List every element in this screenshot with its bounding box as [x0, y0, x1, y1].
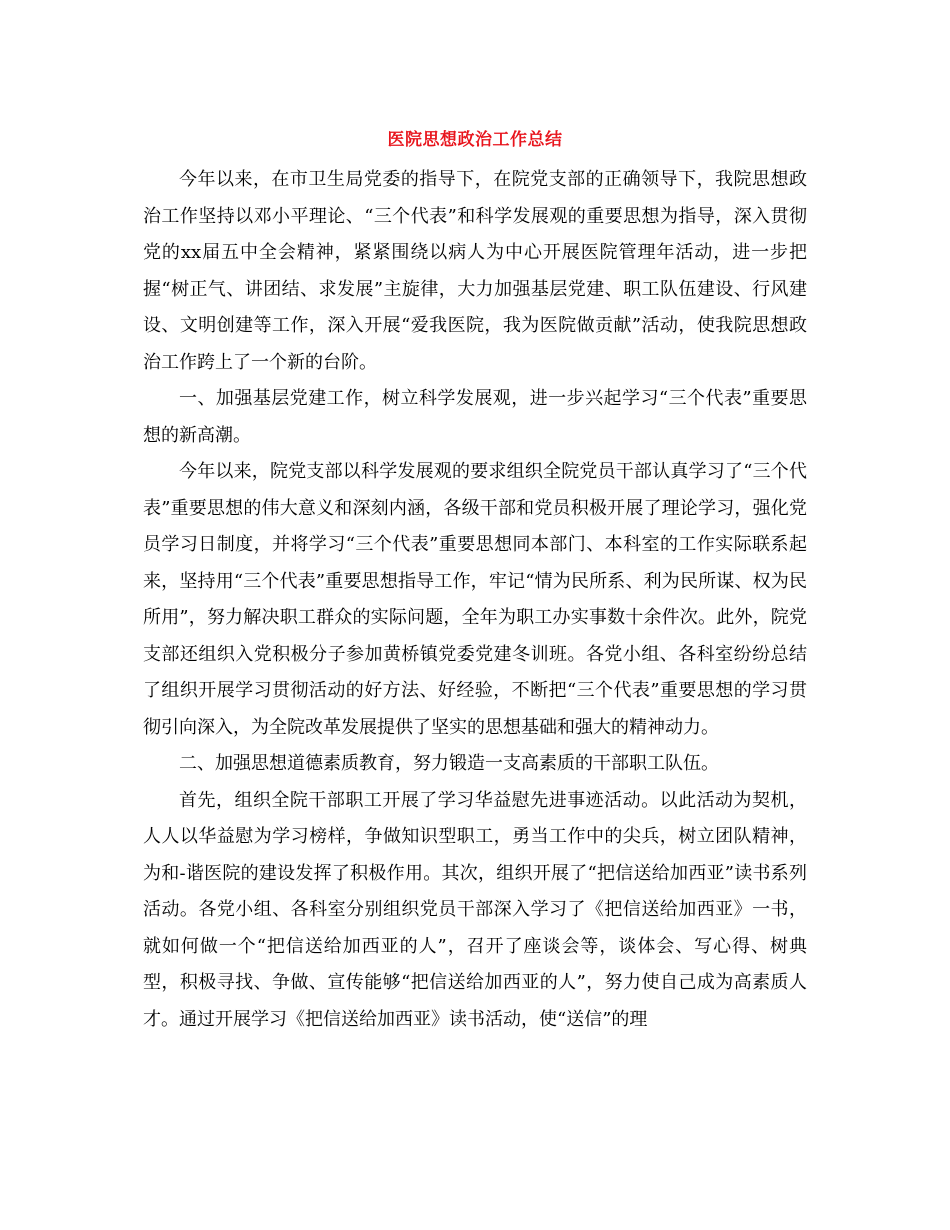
- section-heading-1: 一、加强基层党建工作，树立科学发展观，进一步兴起学习“三个代表”重要思想的新高潮。: [143, 388, 807, 446]
- intro-paragraph: 今年以来，在市卫生局党委的指导下，在院党支部的正确领导下，我院思想政治工作坚持以邓小平理论、“三个代表”和科学发展观的重要思想为指导，深入贯彻党的xx届五中全会精神，紧紧围绕以病人为中心开展医院管理年活动，进一步把握“树正气、讲团结、求发展”主旋律，大力加强基层党建、职工队伍建设、行风建设、文明创建等工作，深入开展“爱我医院，我为医院做贡献”活动，使我院思想政治工作跨上了一个新的台阶。: [143, 169, 807, 373]
- document-title: 医院思想政治工作总结: [387, 130, 563, 150]
- section-1-paragraph: 今年以来，院党支部以科学发展观的要求组织全院党员干部认真学习了“三个代表”重要思想的伟大意义和深刻内涵，各级干部和党员积极开展了理论学习，强化党员学习日制度，并将学习“三个代表”重要思想同本部门、本科室的工作实际联系起来，坚持用“三个代表”重要思想指导工作，牢记“情为民所系、利为民所谋、权为民所用”，努力解决职工群众的实际问题，全年为职工办实事数十余件次。此外，院党支部还组织入党积极分子参加黄桥镇党委党建冬训班。各党小组、各科室纷纷总结了组织开展学习贯彻活动的好方法、好经验，不断把“三个代表”重要思想的学习贯彻引向深入，为全院改革发展提供了坚实的思想基础和强大的精神动力。: [143, 461, 807, 738]
- section-2-paragraph: 首先，组织全院干部职工开展了学习华益慰先进事迹活动。以此活动为契机，人人以华益慰为学习榜样，争做知识型职工，勇当工作中的尖兵，树立团队精神，为和-谐医院的建设发挥了积极作用。其次，组织开展了“把信送给加西亚”读书系列活动。各党小组、各科室分别组织党员干部深入学习了《把信送给加西亚》一书，就如何做一个“把信送给加西亚的人”，召开了座谈会等，谈体会、写心得、树典型，积极寻找、争做、宣传能够“把信送给加西亚的人”，努力使自己成为高素质人才。通过开展学习《把信送给加西亚》读书活动，使“送信”的理: [143, 789, 807, 1030]
- document-body: [143, 162, 807, 1038]
- section-heading-2: 二、加强思想道德素质教育，努力锻造一支高素质的干部职工队伍。: [179, 753, 719, 774]
